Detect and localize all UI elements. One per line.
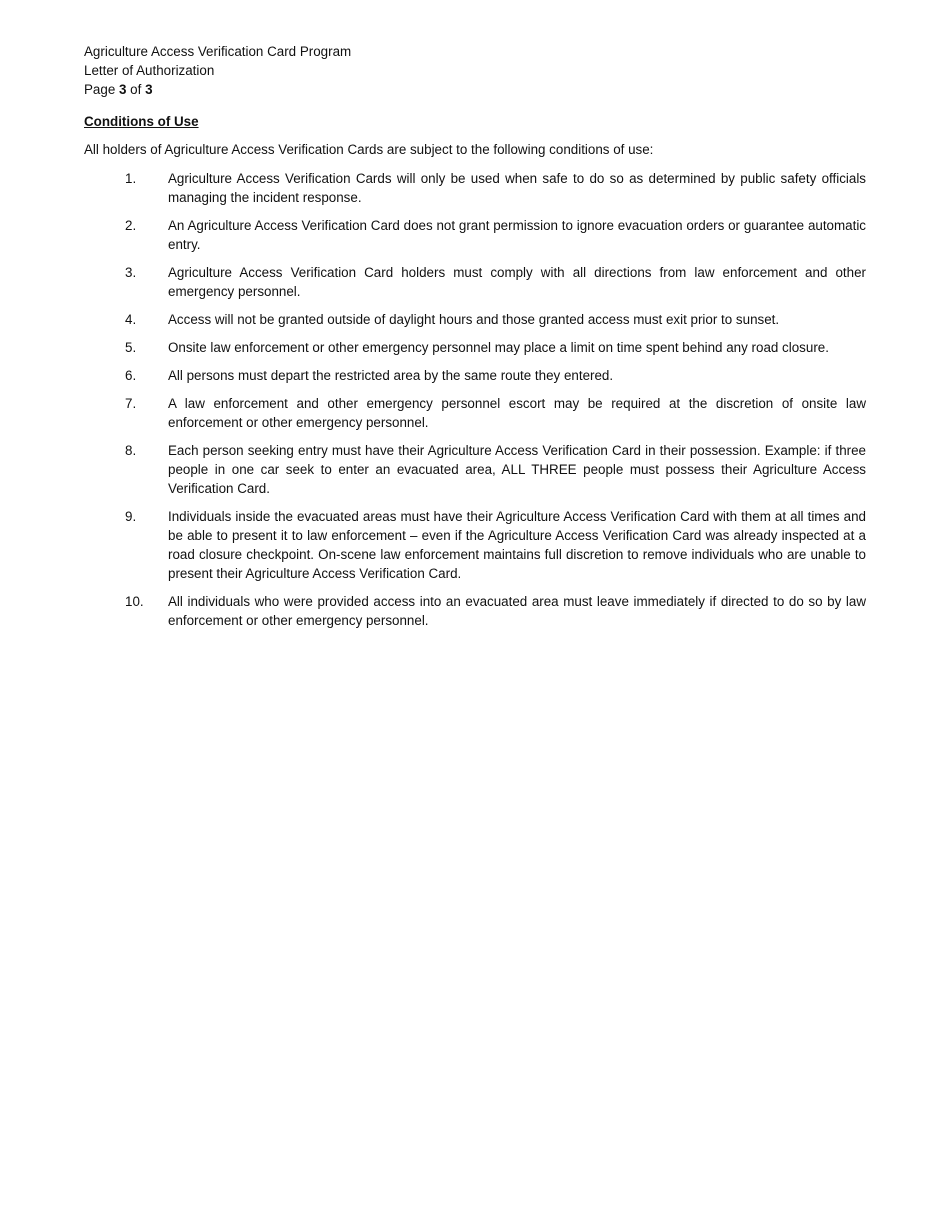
page-prefix: Page xyxy=(84,82,119,97)
conditions-list xyxy=(84,169,866,639)
condition-text: Individuals inside the evacuated areas must have their Agriculture Access Verification Card with them at all times and be able to present it to law enforcement – even if the Agriculture Access Verification Card was already inspected at a road closure checkpoint. On-scene law enforcement maintains full discretion to remove individuals who are unable to present their Agriculture Access Verification Card. xyxy=(168,509,866,581)
condition-number: 4. xyxy=(125,312,137,327)
page-current: 3 xyxy=(119,82,127,97)
condition-number: 5. xyxy=(125,340,137,355)
page-total: 3 xyxy=(145,82,153,97)
condition-text: Agriculture Access Verification Card holders must comply with all directions from law enforcement and other emergency personnel. xyxy=(168,265,866,299)
condition-item xyxy=(84,263,866,301)
section-intro: All holders of Agriculture Access Verification Cards are subject to the following conditions of use: xyxy=(84,142,654,157)
condition-number: 7. xyxy=(125,396,137,411)
page-header xyxy=(84,42,351,99)
condition-text: All individuals who were provided access into an evacuated area must leave immediately if directed to do so by law enforcement or other emergency personnel. xyxy=(168,594,866,628)
condition-number: 10. xyxy=(125,594,144,609)
condition-item xyxy=(84,366,866,385)
condition-text: A law enforcement and other emergency personnel escort may be required at the discretion of onsite law enforcement or other emergency personnel. xyxy=(168,396,866,430)
condition-item xyxy=(84,592,866,630)
condition-number: 1. xyxy=(125,171,137,186)
page-number xyxy=(84,80,351,99)
condition-text: Agriculture Access Verification Cards will only be used when safe to do so as determined by public safety officials managing the incident response. xyxy=(168,171,866,205)
condition-item xyxy=(84,310,866,329)
condition-item xyxy=(84,216,866,254)
condition-item xyxy=(84,394,866,432)
condition-item xyxy=(84,338,866,357)
section-title: Conditions of Use xyxy=(84,114,199,129)
condition-text: Access will not be granted outside of daylight hours and those granted access must exit prior to sunset. xyxy=(168,312,780,327)
condition-text: An Agriculture Access Verification Card does not grant permission to ignore evacuation orders or guarantee automatic entry. xyxy=(168,218,866,252)
program-name: Agriculture Access Verification Card Program xyxy=(84,44,352,59)
condition-number: 6. xyxy=(125,368,137,383)
condition-text: All persons must depart the restricted area by the same route they entered. xyxy=(168,368,614,383)
condition-text: Each person seeking entry must have their Agriculture Access Verification Card in their possession. Example: if three people in one car seek to enter an evacuated area, ALL THREE people must possess their Agriculture Access Verification Card. xyxy=(168,443,866,496)
condition-text: Onsite law enforcement or other emergency personnel may place a limit on time spent behind any road closure. xyxy=(168,340,829,355)
page-separator: of xyxy=(126,82,146,97)
condition-item xyxy=(84,441,866,498)
document-title: Letter of Authorization xyxy=(84,63,215,78)
condition-item xyxy=(84,507,866,583)
condition-number: 9. xyxy=(125,509,137,524)
condition-item xyxy=(84,169,866,207)
condition-number: 2. xyxy=(125,218,137,233)
condition-number: 3. xyxy=(125,265,137,280)
condition-number: 8. xyxy=(125,443,137,458)
